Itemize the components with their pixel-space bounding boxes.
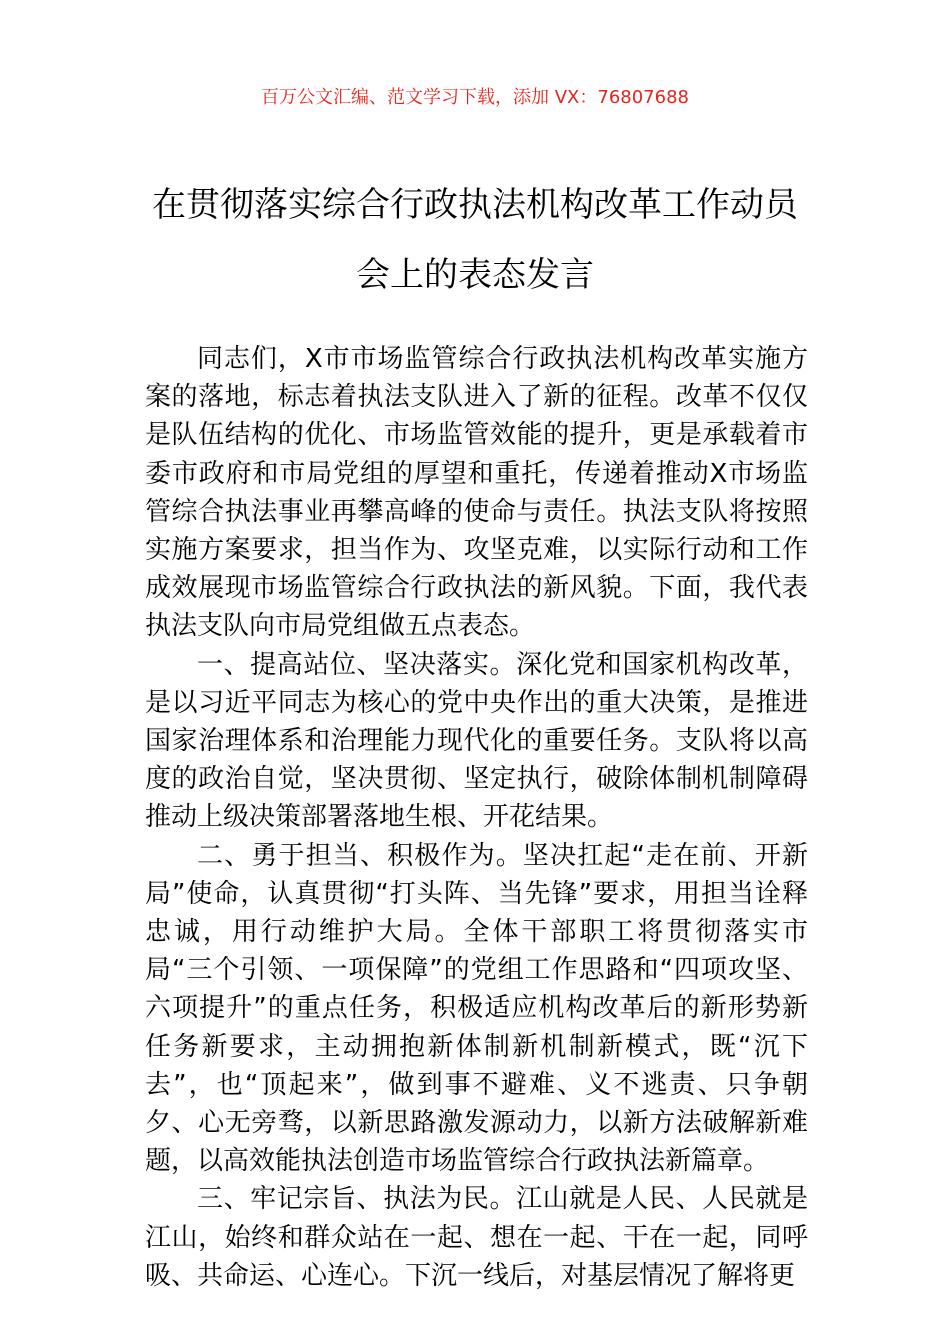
document-body <box>145 340 808 1295</box>
paragraph-point-3: 三、牢记宗旨、执法为民。江山就是人民、人民就是江山，始终和群众站在一起、想在一起、干在一起，同呼吸、共命运、心连心。下沉一线后，对基层情况了解将更 <box>145 1184 808 1291</box>
document-title: 在贯彻落实综合行政执法机构改革工作动员会上的表态发言 <box>152 185 798 295</box>
paragraph-intro: 同志们，X市市场监管综合行政执法机构改革实施方案的落地，标志着执法支队进入了新的征程。改革不仅仅是队伍结构的优化、市场监管效能的提升，更是承载着市委市政府和市局党组的厚望和重托，传递着推动X市场监管综合执法事业再攀高峰的使命与责任。执法支队将按照实施方案要求，担当作为、攻坚克难，以实际行动和工作成效展现市场监管综合行政执法的新风貌。下面，我代表执法支队向市局党组做五点表态。 <box>145 344 808 642</box>
watermark-text: 百万公文汇编、范文学习下载，添加 VX：76807688 <box>261 87 689 108</box>
paragraph-point-2: 二、勇于担当、积极作为。坚决扛起“走在前、开新局”使命，认真贯彻“打头阵、当先锋”要求，用担当诠释忠诚，用行动维护大局。全体干部职工将贯彻落实市局“三个引领、一项保障”的党组工作思路和“四项攻坚、六项提升”的重点任务，积极适应机构改革后的新形势新任务新要求，主动拥抱新体制新机制新模式，既“沉下去”，也“顶起来”，做到事不避难、义不逃责、只争朝夕、心无旁骛，以新思路激发源动力，以新方法破解新难题，以高效能执法创造市场监管综合行政执法新篇章。 <box>145 840 808 1177</box>
paragraph-point-1: 一、提高站位、坚决落实。深化党和国家机构改革，是以习近平同志为核心的党中央作出的重大决策，是推进国家治理体系和治理能力现代化的重要任务。支队将以高度的政治自觉，坚决贯彻、坚定执行，破除体制机制障碍推动上级决策部署落地生根、开花结果。 <box>145 649 808 833</box>
